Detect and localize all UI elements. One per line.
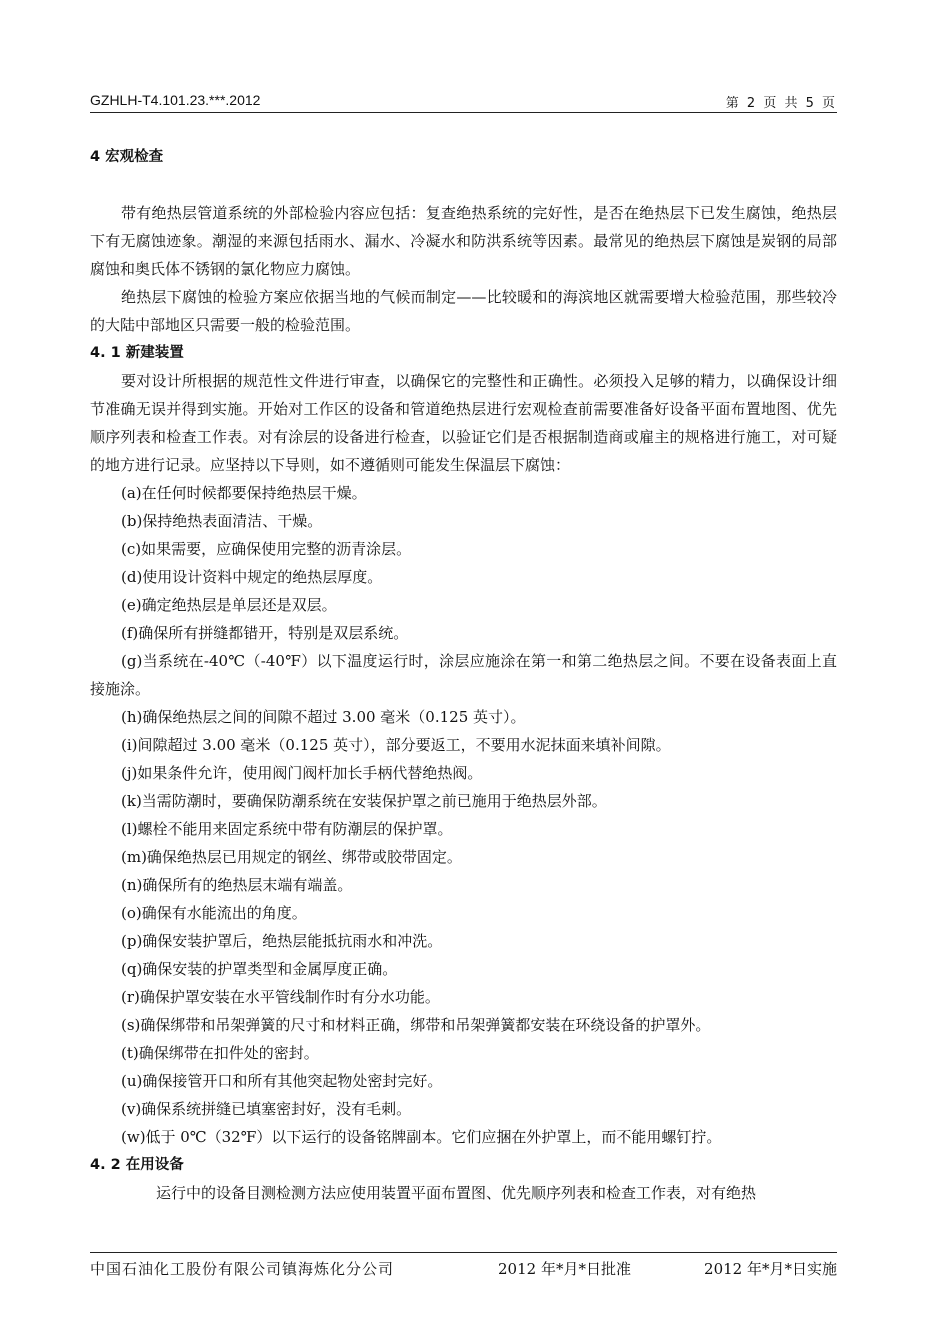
section-4-title: 4 宏观检查	[90, 149, 164, 165]
page-number: 第 2 页 共 5 页	[725, 96, 837, 111]
section-4-2-intro: 运行中的设备目测检测方法应使用装置平面布置图、优先顺序列表和检查工作表，对有绝热	[156, 1184, 757, 1202]
implementation-date: 2012 年*月*日实施	[704, 1260, 837, 1278]
guideline-item-j: (j)如果条件允许，使用阀门阀杆加长手柄代替绝热阀。	[121, 764, 483, 782]
guideline-item-s: (s)确保绑带和吊架弹簧的尺寸和材料正确，绑带和吊架弹簧都安装在环绕设备的护罩外。	[121, 1016, 711, 1034]
approval-date: 2012 年*月*日批准	[498, 1260, 631, 1278]
guideline-item-m: (m)确保绝热层已用规定的钢丝、绑带或胶带固定。	[121, 848, 462, 866]
guideline-item-t: (t)确保绑带在扣件处的密封。	[121, 1044, 319, 1062]
guideline-item-r: (r)确保护罩安装在水平管线制作时有分水功能。	[121, 988, 440, 1006]
section-4-1-intro: 要对设计所根据的规范性文件进行审查，以确保它的完整性和正确性。必须投入足够的精力，以确保设计细节准确无误并得到实施。开始对工作区的设备和管道绝热层进行宏观检查前需要准备好设备平面布置地图、优先顺序列表和检查工作表。对有涂层的设备进行检查，以验证它们是否根据制造商或雇主的规格进行施工，对可疑的地方进行记录。应坚持以下导则，如不遵循则可能发生保温层下腐蚀：	[90, 372, 837, 474]
guideline-item-h: (h)确保绝热层之间的间隙不超过 3.00 毫米（0.125 英寸）。	[121, 708, 526, 726]
guideline-item-u: (u)确保接管开口和所有其他突起物处密封完好。	[121, 1072, 443, 1090]
section-4-2-title: 4. 2 在用设备	[90, 1157, 184, 1173]
section-4-1-title: 4. 1 新建装置	[90, 345, 184, 361]
footer-divider	[90, 1252, 837, 1253]
document-id: GZHLH-T4.101.23.***.2012	[90, 92, 261, 108]
section-4-paragraph-1: 带有绝热层管道系统的外部检验内容应包括：复查绝热系统的完好性，是否在绝热层下已发生腐蚀，绝热层下有无腐蚀迹象。潮湿的来源包括雨水、漏水、冷凝水和防洪系统等因素。最常见的绝热层下腐蚀是炭钢的局部腐蚀和奥氏体不锈钢的氯化物应力腐蚀。	[90, 204, 837, 278]
guideline-item-o: (o)确保有水能流出的角度。	[121, 904, 307, 922]
guideline-item-d: (d)使用设计资料中规定的绝热层厚度。	[121, 568, 383, 586]
guideline-item-v: (v)确保系统拼缝已填塞密封好，没有毛刺。	[121, 1100, 412, 1118]
spacer	[90, 171, 837, 199]
guideline-item-n: (n)确保所有的绝热层末端有端盖。	[121, 876, 353, 894]
document-body	[90, 143, 837, 1207]
guideline-item-l: (l)螺栓不能用来固定系统中带有防潮层的保护罩。	[121, 820, 453, 838]
company-name: 中国石油化工股份有限公司镇海炼化分公司	[90, 1260, 395, 1278]
guideline-item-b: (b)保持绝热表面清洁、干燥。	[121, 512, 323, 530]
guideline-item-c: (c)如果需要，应确保使用完整的沥青涂层。	[121, 540, 412, 558]
guideline-item-i: (i)间隙超过 3.00 毫米（0.125 英寸），部分要返工，不要用水泥抹面来填补间隙。	[121, 736, 671, 754]
guideline-item-a: (a)在任何时候都要保持绝热层干燥。	[121, 484, 367, 502]
section-4-paragraph-2: 绝热层下腐蚀的检验方案应依据当地的气候而制定——比较暖和的海滨地区就需要增大检验范围，那些较冷的大陆中部地区只需要一般的检验范围。	[90, 288, 837, 334]
guideline-item-p: (p)确保安装护罩后，绝热层能抵抗雨水和冲洗。	[121, 932, 443, 950]
guideline-item-w: (w)低于 0℃（32℉）以下运行的设备铭牌副本。它们应捆在外护罩上，而不能用螺钉拧。	[121, 1128, 722, 1146]
guideline-item-e: (e)确定绝热层是单层还是双层。	[121, 596, 337, 614]
guideline-item-k: (k)当需防潮时，要确保防潮系统在安装保护罩之前已施用于绝热层外部。	[121, 792, 607, 810]
header-divider	[90, 112, 837, 113]
guideline-item-f: (f)确保所有拼缝都错开，特别是双层系统。	[121, 624, 409, 642]
guideline-item-q: (q)确保安装的护罩类型和金属厚度正确。	[121, 960, 398, 978]
guideline-item-g: (g)当系统在-40℃（-40℉）以下温度运行时，涂层应施涂在第一和第二绝热层之间。不要在设备表面上直接施涂。	[90, 652, 837, 698]
